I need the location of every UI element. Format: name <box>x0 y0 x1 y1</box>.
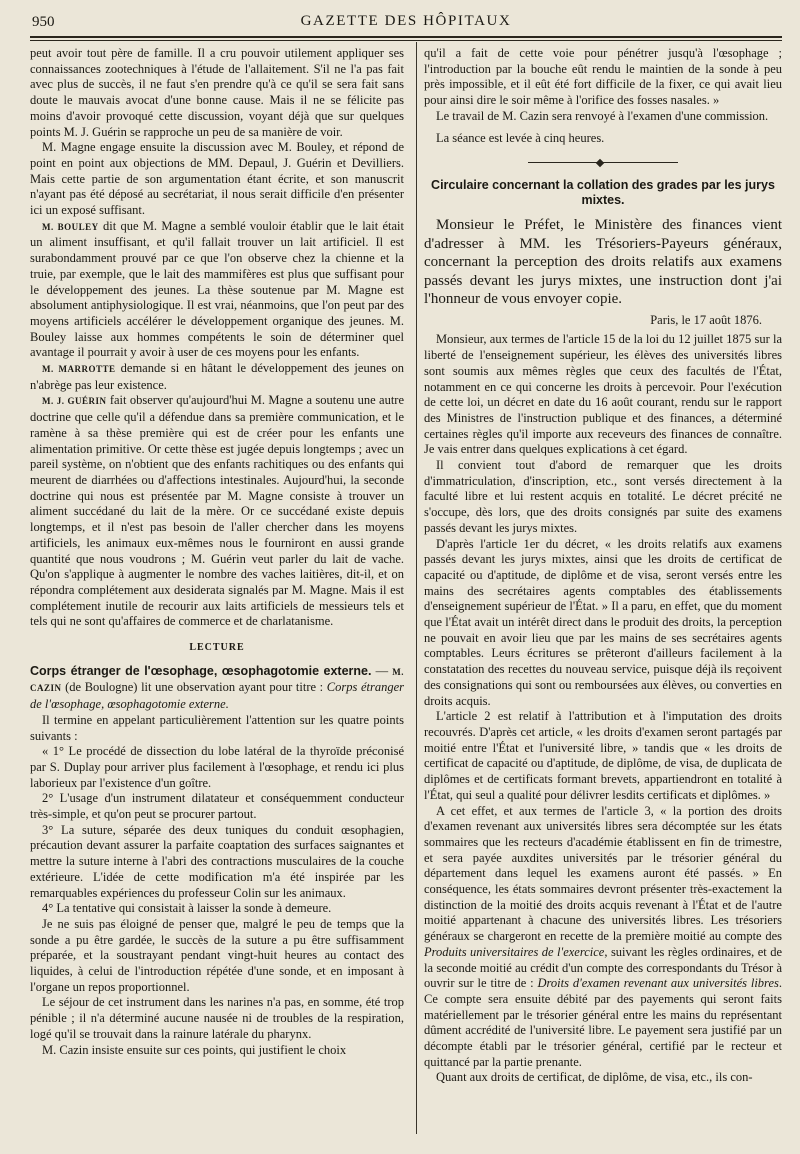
paragraph: M. Magne engage ensuite la discussion avec M. Bouley, et répond de point en point aux objections de MM. Depaul, J. Guérin et Devilliers. Mais cette partie de son argumentation étant écrite, et son manuscrit n'ayant pas été déposé au secrétariat, il nous serait difficile d'en présenter ici un exposé suffisant. <box>30 140 404 218</box>
paragraph-text: dit que M. Magne a semblé vouloir établir que le lait était un aliment insuffisant, et qu'il fallait trouver un lait artificiel. Il est surabondamment prouvé par ce que l'on observe chez la chienne et la truie, par exemple, que le lait des mammifères est plus que suffisant pour le développement des jeunes. La thèse soutenue par M. Magne est absolument antiphysiologique. Il est vrai, néanmoins, que l'on peut par des moyens artificiels accélérer le développement organique des jeunes. M. Bouley laisse aux hommes compétents le soin de déterminer quel avantage il pourrait y avoir à user de ces moyens pour les enfants. <box>30 218 404 360</box>
column-divider <box>416 42 417 1134</box>
list-point: « 1° Le procédé de dissection du lobe latéral de la thyroïde préconisé par S. Duplay pour arriver plus facilement à l'œsophage, et rendu ici plus laborieux par l'existence d'un goître. <box>30 744 404 790</box>
item-intro: (de Boulogne) lit une observation ayant pour titre : <box>61 680 324 695</box>
item-title: Corps étranger de l'œsophage, œsophagotomie externe. <box>30 663 372 678</box>
paragraph <box>30 361 404 393</box>
list-point: 2° L'usage d'un instrument dilatateur et conséquemment conducteur très-simple, et qu'on peut se procurer partout. <box>30 791 404 822</box>
list-point: 3° La suture, séparée des deux tuniques du conduit œsophagien, précaution devant assurer la parfaite coaptation des surfaces saignantes et mettre la suture interne à l'abri des contractions musculaires de la couche extérieure. L'idée de cette modification m'a été inspirée par les remarquables expériences du professeur Colin sur les animaux. <box>30 822 404 900</box>
left-column <box>30 46 404 1058</box>
paragraph: Monsieur, aux termes de l'article 15 de la loi du 12 juillet 1875 sur la liberté de l'enseignement supérieur, les élèves des universités libres sont soumis aux mêmes règles que ceux des facultés de l'État, notamment en ce qui concerne les droits à percevoir. Pour l'exécution de cette loi, un décret en date du 16 août courant, rendu sur le rapport des Ministres de l'instruction publique et des finances, a déterminé certaines règles qu'il importe aux receveurs des finances de connaître. Je vais entrer dans quelques explications à cet égard. <box>424 332 782 457</box>
item-paragraph <box>30 664 404 713</box>
speaker-name: M. BOULEY <box>42 221 99 232</box>
list-point: 4° La tentative qui consistait à laisser la sonde à demeure. <box>42 901 332 916</box>
speaker-name: M. MARROTTE <box>42 364 116 375</box>
paragraph <box>30 219 404 361</box>
item-dash: — <box>371 663 393 678</box>
speaker-name: M. J. GUÉRIN <box>42 396 107 407</box>
paragraph: L'article 2 est relatif à l'attribution et à l'imputation des droits recouvrés. D'après cet article, « les droits d'examen seront partagés par moitié entre l'État et l'université libre, » tandis que « les droits de certificat de capacité ou d'aptitude, de diplôme, de visa, de duplicata de diplômes et de certificats formant brevets, appartiendront en totalité à l'État, qui seul a qualité pour délivrer lesdits certificats et diplômes. » <box>424 709 782 802</box>
ornamental-divider <box>528 160 678 166</box>
diamond-ornament-icon <box>596 159 604 167</box>
paragraph-text: . Ce compte sera ensuite débité par des payements qui seront faits matériellement par le trésorier général entre les mains du représentant dûment accrédité de l'université libre. Le payement sera justifié par un décompte établi par le trésorier général, certifié par le recteur et quittancé par la partie prenante. <box>424 976 782 1069</box>
paragraph: qu'il a fait de cette voie pour pénétrer jusqu'à l'œsophage ; l'introduction par la bouche eût rendu le maintien de la sonde à peu près impossible, et il eût été fort difficile de la fixer, ce qui avait lieu pour ainsi dire le soir même à l'orifice des fosses nasales. » <box>424 46 782 108</box>
paragraph: Il termine en appelant particulièrement l'attention sur les quatre points suivants : <box>30 712 404 743</box>
item-italic-title: Corps étranger de l'œsophage, œsophagotomie externe. <box>30 680 404 712</box>
paragraph: Quant aux droits de certificat, de diplôme, de visa, etc., ils con- <box>436 1070 753 1085</box>
paragraph: Je ne suis pas éloigné de penser que, malgré le peu de temps que la sonde a pu être gardée, le succès de la suture a pu être suffisamment préparée, et la soustrayant pendant vingt-huit heures au contact des liquides, à celui de l'introduction répétée d'une sonde, et en imposant à l'organe un repos proportionnel. <box>30 916 404 994</box>
circular-title: Circulaire concernant la collation des grades par les jurys mixtes. <box>431 178 775 208</box>
section-heading: LECTURE <box>189 642 245 654</box>
right-column <box>424 46 782 1086</box>
paragraph-text: A cet effet, et aux termes de l'article 3, « la portion des droits d'examen revenant aux universités libres sera décomptée sur les états sommaires que les recteurs d'académie établissent en fin de trimestre, et sera payée auxdites universités par le trésorier général du département dans lequel les examens auront été passés. » En conséquence, les états sommaires devront présenter très-exactement la distinction de la moitié des droits acquis revenant à l'État et de l'autre moitié appartenant à chacune des universités libres. Les trésoriers généraux se chargeront en recette de la première moitié au compte des <box>424 803 782 944</box>
paragraph-text: , suivant les règles ordinaires, et de la seconde moitié au crédit d'un compte des correspondants du Trésor à ouvrir sur le titre de : <box>424 944 782 991</box>
italic-text: Produits universitaires de l'exercice <box>424 944 605 959</box>
paragraph: D'après l'article 1er du décret, « les droits relatifs aux examens passés devant les jurys mixtes, ainsi que les droits de certificat de capacité ou d'aptitude, de diplôme et de visa, seront versés entre les mains des secrétaires agents comptables des établissements d'enseignement supérieur de l'État. » Il a paru, en effet, que du moment que l'État avait un intérêt direct dans le produit des droits, la perception ne pouvait en avoir lieu que par les mains de ses secrétaires agents comptables. Leurs écritures se prêteront d'ailleurs facilement à la constatation des recettes du nouveau service, puisque déjà ils reçoivent des consignations qui sont ou remboursées aux élèves, ou converties en droits acquis. <box>424 536 782 708</box>
paragraph: Le travail de M. Cazin sera renvoyé à l'examen d'une commission. <box>436 108 769 123</box>
dateline: Paris, le 17 août 1876. <box>650 312 762 327</box>
paragraph: La séance est levée à cinq heures. <box>436 130 605 145</box>
page-number: 950 <box>32 14 55 30</box>
paragraph <box>424 804 782 1071</box>
italic-text: Droits d'examen revenant aux universités libres <box>537 976 779 991</box>
paragraph: Il convient tout d'abord de remarquer que les droits d'immatriculation, d'inscription, etc., sont versés directement à la faculté libre et lui restent acquis en totalité. Le décret précité ne s'occupe, dès lors, que des droits consignés par suite des examens passés devant les jurys mixtes. <box>424 458 782 535</box>
paragraph <box>30 393 404 630</box>
paragraph-text: demande si en hâtant le développement des jeunes on n'abrège pas leur existence. <box>30 361 404 392</box>
header-rule-thin <box>30 40 782 41</box>
page-header <box>30 10 782 34</box>
paragraph: Le séjour de cet instrument dans les narines n'a pas, en somme, été trop pénible ; il n'a déterminé aucune nausée ni de troubles de la respiration, logé qu'il se trouvait dans la rainure latérale du pharynx. <box>30 995 404 1041</box>
journal-title: GAZETTE DES HÔPITAUX <box>300 13 512 29</box>
circular-intro: Monsieur le Préfet, le Ministère des finances vient d'adresser à MM. les Trésoriers-Payeurs généraux, concernant la perception des droits relatifs aux examens passés devant les jurys mixtes, une instruction dont j'ai l'honneur de vous envoyer copie. <box>424 217 782 308</box>
paragraph: peut avoir tout père de famille. Il a cru pouvoir utilement appliquer ses connaissances zootechniques à l'étude de l'allaitement. S'il ne l'a pas fait avec plus de succès, il ne faut s'en prendre qu'à ce qu'il se sera fait sans doute le mauvais avocat d'une bonne cause. Mais il ne se félicite pas moins d'avoir provoqué cette discussion, voyant déjà que sur quelques points M. J. Guérin se rapproche un peu de sa manière de voir. <box>30 46 404 139</box>
paragraph-text: fait observer qu'aujourd'hui M. Magne a soutenu une autre doctrine que celle qu'il a défendue dans sa première communication, et le ramène à sa thèse première qui est de créer pour les enfants une alimentation primitive. Or cette thèse est jugée depuis longtemps ; avec un pareil système, on n'obtient que des enfants rachitiques ou des enfants qui meurent de diarrhées ou d'affections intestinales. Aujourd'hui, la seconde doctrine qui nous est présentée par M. Magne consiste à trouver un aliment succédané du lait de la mère. Or ce succédané existe depuis longtemps, et il n'est pas besoin de l'aller chercher dans les moyens artificiels, les animaux eux-mêmes nous le fourniront en aussi grande quantité que nous voudrons ; M. Guérin veut parler du lait de vache. Qu'on s'applique à augmenter le nombre des vaches laitières, dit-il, et on répondra complétement aux desiderata signalés par M. Magne. Mais il est complétement inutile de recourir aux laits artificiels de messieurs tels et tels qui ne sont qu'affaires de commerce et de charlatanisme. <box>30 393 404 629</box>
header-rule-thick <box>30 36 782 38</box>
speaker-name: M. CAZIN <box>30 666 404 694</box>
paragraph: M. Cazin insiste ensuite sur ces points, qui justifient le choix <box>42 1042 347 1057</box>
